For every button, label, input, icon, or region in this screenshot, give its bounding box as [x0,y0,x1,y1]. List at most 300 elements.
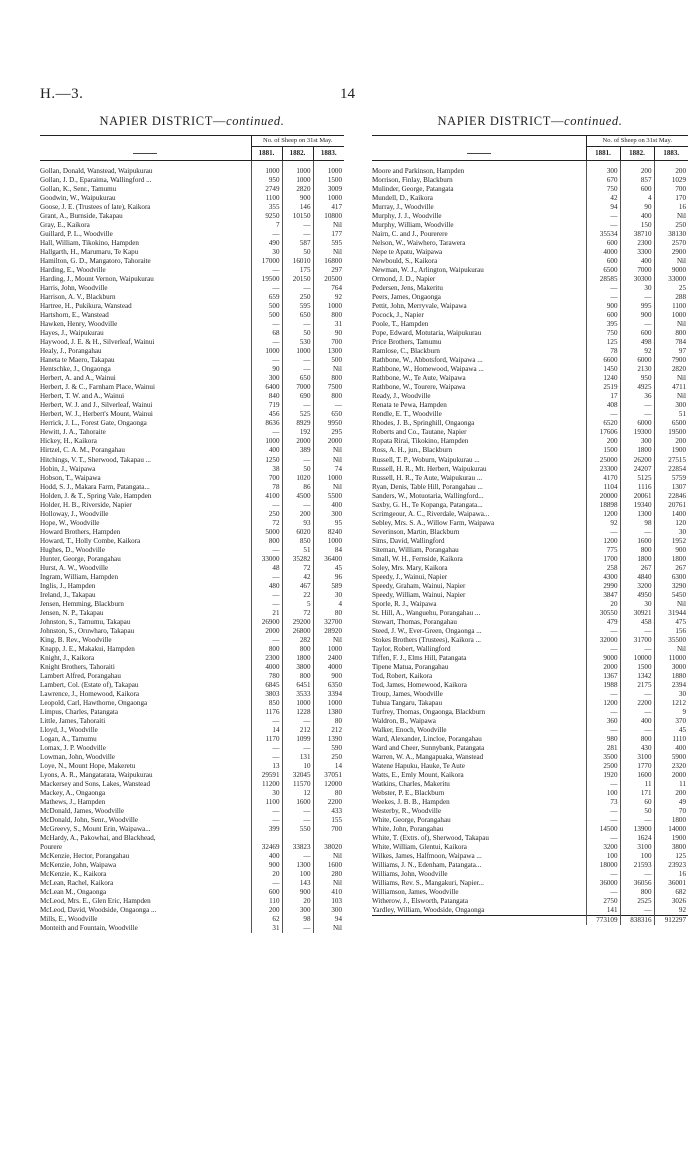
sheep-1882-cell: — [620,645,654,654]
sheep-1881-cell: 2519 [586,383,620,392]
sheep-1881-cell: — [586,870,620,879]
sheep-1883-cell: 51 [654,410,688,419]
sheep-1881-cell: 141 [586,906,620,916]
left-table-row [40,275,344,284]
sheep-1881-cell: 490 [251,239,282,248]
right-table-row [372,735,688,744]
right-table-row [372,284,688,293]
owner-name-cell: Williams, John, Woodville [372,870,448,879]
sheep-1881-cell: 800 [251,645,282,654]
sheep-1881-cell: 4000 [251,663,282,672]
sheep-1883-cell: 1300 [313,347,344,356]
sheep-1882-cell: 7000 [282,383,313,392]
owner-name-cell: Hentschke, J., Ongaonga [40,365,111,374]
sheep-1882-cell: 800 [282,645,313,654]
owner-name-cell: Little, James, Tahoraiti [40,716,106,725]
owner-name-cell: Lambert, Col. (Estate of), Takapau [40,680,139,689]
owner-name-cell: Soley, Mrs. Mary, Kaikora [372,563,448,572]
sheep-1881-cell: 6400 [251,383,282,392]
sheep-1881-cell: 900 [586,302,620,311]
sheep-1883-cell: Nil [313,446,344,455]
sheep-1883-cell: 589 [313,582,344,591]
sheep-1881-cell: 18898 [586,501,620,510]
owner-name-cell: Herbert, W. J. and J., Silverleaf, Wainui [40,401,153,410]
left-table-row [40,618,344,627]
sheep-1881-cell: 6520 [586,419,620,428]
sheep-1881-cell: — [251,573,282,582]
owner-name-cell: Hamilton, G. D., Mangatoro, Tahoraite [40,257,151,266]
sheep-1882-cell: — [620,726,654,735]
right-table-row [372,591,688,600]
sheep-1883-cell: 410 [313,888,344,897]
sheep-1882-cell: — [282,230,313,239]
sheep-1881-cell: 775 [586,546,620,555]
sheep-1883-cell: 9950 [313,419,344,428]
sheep-1882-cell: 2130 [620,365,654,374]
sheep-1882-cell: — [620,816,654,825]
left-table-row [40,176,344,185]
sheep-1881-cell: 42 [586,194,620,203]
sheep-1883-cell: 1390 [313,735,344,744]
owner-name-cell: Webster, P. E., Blackburn [372,789,445,798]
sheep-1882-cell: 20 [282,897,313,906]
sheep-1882-cell: — [620,410,654,419]
right-table-row [372,789,688,798]
sheep-1882-cell: 50 [282,465,313,474]
left-column [40,110,344,933]
owner-name-cell: Nepe te Apatu, Waipawa [372,248,443,257]
sheep-1883-cell: 595 [313,239,344,248]
left-table-row [40,870,344,879]
owner-name-cell: Severinson, Martin, Blackburn [372,527,460,536]
sheep-1883-cell: 800 [313,374,344,383]
sheep-1883-cell: 9000 [654,266,688,275]
left-table-row [40,672,344,681]
owner-name-cell: Watkins, Charles, Makeritu [372,780,450,789]
owner-name-cell: Lawrence, J., Homewood, Kaikora [40,689,140,698]
sheep-1882-cell: 3100 [620,843,654,852]
sheep-1882-cell: 900 [282,194,313,203]
sheep-1883-cell: 1029 [654,176,688,185]
right-table-row [372,825,688,834]
sheep-1881-cell: — [586,816,620,825]
right-table-row [372,870,688,879]
sheep-1881-cell: — [586,690,620,699]
sheep-1883-cell: Nil [654,600,688,609]
sheep-1883-cell: 3394 [313,690,344,699]
owner-name-cell: Inglis, J., Hampden [40,581,96,590]
sheep-1882-cell: 1800 [620,446,654,455]
sheep-1882-cell: — [282,456,313,465]
sheep-1881-cell: — [251,428,282,437]
owner-name-cell: Speedy, Graham, Wainui, Napier [372,581,466,590]
sheep-1881-cell: 38 [251,465,282,474]
right-table-row [372,410,688,419]
sheep-1882-cell: 24207 [620,465,654,474]
owner-name-cell: Hitchings, V. T., Sherwood, Takapau ... [40,455,151,464]
sheep-1883-cell: 10800 [313,212,344,221]
right-name-header [372,136,586,161]
owner-name-cell: Rathbone, W., Te Aute, Waipawa [372,374,466,383]
sheep-1882-cell: — [282,744,313,753]
sheep-1882-cell: 6451 [282,681,313,690]
sheep-1882-cell: 850 [282,537,313,546]
sheep-1883-cell: 1900 [654,446,688,455]
right-table-row [372,428,688,437]
right-table-row [372,248,688,257]
sheep-1882-cell: — [282,816,313,825]
sheep-1882-cell: 11570 [282,780,313,789]
sheep-1881-cell: 600 [251,888,282,897]
sheep-1882-cell: 13900 [620,825,654,834]
sheep-1881-cell: 17 [586,392,620,401]
sheep-1883-cell: 31944 [654,609,688,618]
sheep-1882-cell: 20150 [282,275,313,284]
right-table-row [372,356,688,365]
left-table-row [40,474,344,483]
sheep-1883-cell: 14 [313,762,344,771]
sheep-1881-cell: 100 [586,852,620,861]
owner-name-cell: Pocock, J., Napier [372,311,424,320]
sheep-1881-cell: 125 [586,338,620,347]
sheep-1881-cell: — [251,266,282,275]
owner-name-cell: Lowman, John, Woodville [40,753,115,762]
sheep-1883-cell: 5900 [654,753,688,762]
sheep-1881-cell: 750 [586,329,620,338]
owner-name-cell: Knight, J., Kaikora [40,653,95,662]
left-table-row [40,230,344,239]
sheep-1881-cell: 23300 [586,465,620,474]
owner-name-cell: Hobin, J., Waipawa [40,464,96,473]
owner-name-cell: Newbould, S., Kaikora [372,257,438,266]
sheep-1882-cell: 8929 [282,419,313,428]
sheep-1881-cell: 28585 [586,275,620,284]
sheep-1881-cell: — [251,816,282,825]
sheep-1881-cell: 36000 [586,879,620,888]
left-table-row [40,383,344,392]
sheep-1882-cell: 200 [282,510,313,519]
right-table-row [372,888,688,897]
owner-name-cell: Haneta te Maero, Takapau [40,356,115,365]
left-table-row [40,392,344,401]
owner-name-cell: McKenzie, John, Waipawa [40,861,117,870]
right-table-row [372,798,688,807]
sheep-1882-cell: — [282,924,313,933]
sheep-1883-cell: 84 [313,546,344,555]
left-year-1881: 1881. [251,147,282,161]
left-table-row [40,564,344,573]
owner-name-cell: Ready, J., Woodville [372,392,431,401]
left-table-row [40,825,344,834]
sheep-1881-cell: 17000 [251,257,282,266]
owner-name-cell: Saxby, G. H., Te Kopanga, Patangata... [372,500,483,509]
owner-name-cell: Russell, H. R., Mt. Herbert, Waipukurau [372,464,487,473]
sheep-1883-cell: 4 [313,600,344,609]
left-table-row [40,374,344,383]
sheep-1881-cell: — [586,221,620,230]
sheep-1883-cell: 590 [313,744,344,753]
sheep-1881-cell: 600 [586,239,620,248]
sheep-1882-cell: 20061 [620,492,654,501]
sheep-1883-cell: 300 [313,906,344,915]
sheep-1882-cell: — [620,401,654,410]
right-table-row [372,555,688,564]
sheep-1881-cell: 2500 [586,762,620,771]
owner-name-cell: Williams, Rev. S., Mangakuri, Napier... [372,879,484,888]
sheep-1881-cell: 480 [251,582,282,591]
sheep-1881-cell: — [251,600,282,609]
owner-name-cell: White, William, Glentui, Kaikora [372,843,467,852]
sheep-1881-cell: — [251,230,282,239]
right-table-row [372,717,688,726]
sheep-1881-cell: — [251,320,282,329]
sheep-1883-cell: 1800 [654,816,688,825]
sheep-1882-cell: 1000 [282,167,313,176]
sheep-1881-cell: — [586,645,620,654]
sheep-1882-cell: 800 [620,546,654,555]
left-sheep-header: No. of Sheep on 31st May. [251,136,344,147]
sheep-1883-cell: 27515 [654,456,688,465]
sheep-1881-cell: — [251,636,282,645]
right-table-row [372,762,688,771]
sheep-1883-cell: 35500 [654,636,688,645]
left-name-header [40,136,251,161]
sheep-1882-cell: 650 [282,374,313,383]
right-table-row [372,582,688,591]
sheep-1883-cell: 95 [313,519,344,528]
left-table-row [40,239,344,248]
sheep-1881-cell: — [586,410,620,419]
sheep-1883-cell: 25 [654,284,688,293]
sheep-1883-cell: 288 [654,293,688,302]
sheep-1883-cell: 1000 [313,645,344,654]
left-title-text: NAPIER DISTRICT— [99,114,227,128]
sheep-1883-cell: 38020 [313,843,344,852]
owner-name-cell: Jensen, Hemming, Blackburn [40,599,124,608]
right-table-row [372,230,688,239]
owner-name-cell: Peers, James, Ongaonga [372,293,441,302]
right-table-row [372,906,688,916]
sheep-1882-cell: 4500 [282,492,313,501]
sheep-1882-cell: 3300 [620,248,654,257]
sheep-1883-cell: 5450 [654,591,688,600]
sheep-1882-cell: 900 [282,888,313,897]
sheep-1883-cell: 9 [654,708,688,717]
sheep-1881-cell: 9250 [251,212,282,221]
sheep-1883-cell: 30 [654,690,688,699]
sheep-1883-cell: 300 [654,401,688,410]
sheep-1882-cell: 12 [282,789,313,798]
owner-name-cell: Witherow, J., Elsworth, Patangata [372,897,468,906]
sheep-1883-cell: 5500 [313,492,344,501]
right-table-row [372,834,688,843]
sheep-1883-cell: 3290 [654,582,688,591]
sheep-1883-cell: 1000 [313,167,344,176]
left-table-row [40,203,344,212]
owner-name-cell: Johnston, S., Tamumu, Takapau [40,617,131,626]
right-table-row [372,672,688,681]
sheep-1881-cell: 1200 [586,699,620,708]
owner-name-cell: Guillard, P. L., Woodville [40,230,113,239]
sheep-1881-cell: 750 [586,185,620,194]
sheep-1881-cell: 800 [251,537,282,546]
left-table-row [40,320,344,329]
sheep-1883-cell: 475 [654,618,688,627]
sheep-1882-cell: 19340 [620,501,654,510]
sheep-1881-cell: 250 [251,510,282,519]
left-table-row [40,347,344,356]
left-table-row [40,428,344,437]
sheep-1882-cell: 1099 [282,735,313,744]
sheep-1883-cell: 1900 [654,834,688,843]
sheep-1881-cell: — [586,726,620,735]
owner-name-cell: McLeod, Mrs. E., Glen Eric, Hampden [40,897,151,906]
right-table-row [372,347,688,356]
right-table-row [372,807,688,816]
sheep-1881-cell: 408 [586,401,620,410]
sheep-1882-cell: 92 [620,347,654,356]
sheep-1881-cell: 1700 [586,555,620,564]
sheep-1881-cell: — [251,807,282,816]
sheep-1882-cell: — [282,365,313,374]
owner-name-cell: Russell, T. P., Woburn, Waipukurau ... [372,455,480,464]
right-table-row [372,564,688,573]
sheep-1883-cell: 5759 [654,474,688,483]
sheep-1881-cell: 78 [586,347,620,356]
sheep-1881-cell: 31 [251,924,282,933]
right-table-row [372,636,688,645]
sheep-1882-cell: 1800 [620,555,654,564]
right-table-row [372,654,688,663]
sheep-1883-cell: 97 [654,347,688,356]
owner-name-cell: Herbert, J. & C., Farnham Place, Wainui [40,383,155,392]
sheep-1883-cell: 6350 [313,681,344,690]
right-table-row [372,365,688,374]
owner-name-cell: White, John, Porangahau [372,825,444,834]
owner-name-cell: Stewart, Thomas, Porangahau [372,617,457,626]
sheep-1883-cell: 267 [654,564,688,573]
right-table-row [372,501,688,510]
sheep-1882-cell: 150 [620,221,654,230]
right-sheep-header: No. of Sheep on 31st May. [586,136,688,147]
sheep-1882-cell [282,834,313,843]
sheep-1882-cell: 430 [620,744,654,753]
sheep-1883-cell: 6500 [654,419,688,428]
left-table-row [40,690,344,699]
right-table-row [372,446,688,455]
sheep-1881-cell: 360 [586,717,620,726]
sheep-1883-cell: 28920 [313,627,344,636]
owner-name-cell: Small, W. H., Fernside, Kaikora [372,554,463,563]
owner-name-cell: Howard, T., Holly Combe, Kaikora [40,536,141,545]
sheep-1882-cell: 550 [282,825,313,834]
sheep-1881-cell: 6845 [251,681,282,690]
sheep-1881-cell: — [586,807,620,816]
sheep-1883-cell: 900 [654,546,688,555]
right-title-text: NAPIER DISTRICT— [437,114,565,128]
sheep-1882-cell: 212 [282,726,313,735]
right-table-row [372,753,688,762]
left-sheep-table [40,135,344,933]
sheep-1881-cell: 48 [251,564,282,573]
sheep-1881-cell: 1170 [251,735,282,744]
sheep-1882-cell: 98 [282,915,313,924]
left-table-row [40,906,344,915]
sheep-1882-cell: 36056 [620,879,654,888]
owner-name-cell: Rendle, E. T., Woodville [372,410,442,419]
right-table-row [372,302,688,311]
sheep-1881-cell: 30 [251,789,282,798]
owner-name-cell: Gollan, Donald, Wanstead, Waipukurau [40,167,153,175]
left-table-row [40,456,344,465]
owner-name-cell: Rathbone, W., Abbotsford, Waipawa ... [372,356,483,365]
left-table-row [40,194,344,203]
owner-name-cell: Leopold, Carl, Hawthorne, Ongaonga [40,698,148,707]
right-table-row [372,374,688,383]
sheep-1881-cell: 1100 [251,194,282,203]
sheep-1883-cell: Nil [313,852,344,861]
sheep-1883-cell: 20500 [313,275,344,284]
left-table-row [40,293,344,302]
owner-name-cell: Hawken, Henry, Woodville [40,320,118,329]
sheep-1883-cell: 92 [654,906,688,916]
sheep-1882-cell: 267 [620,564,654,573]
sheep-1882-cell: 131 [282,753,313,762]
owner-name-cell: King, B. Rev., Woodville [40,635,112,644]
owner-name-cell: Monteith and Fountain, Woodville [40,924,138,933]
sheep-1883-cell: Nil [313,248,344,257]
left-table-row [40,744,344,753]
right-table-row [372,239,688,248]
sheep-1881-cell: 4170 [586,474,620,483]
sheep-1883-cell: 23923 [654,861,688,870]
sheep-1883-cell: 90 [313,329,344,338]
sheep-1883-cell: 45 [654,726,688,735]
right-table-row [372,392,688,401]
sheep-1882-cell: 93 [282,519,313,528]
sheep-1882-cell: 100 [282,870,313,879]
sheep-1882-cell: 800 [620,735,654,744]
owner-name-cell: McLeod, David, Woodside, Ongaonga ... [40,906,157,915]
right-table-row [372,879,688,888]
sheep-1881-cell: 479 [586,618,620,627]
right-table-row [372,726,688,735]
sheep-1882-cell: — [620,690,654,699]
sheep-1882-cell: 3800 [282,663,313,672]
owner-name-cell: Williams, J. N., Edenham, Patangata... [372,861,482,870]
owner-name-cell: Lambert Alfred, Porangahau [40,671,121,680]
owner-name-cell: Russell, H. R., Te Aute, Waipukurau ... [372,473,483,482]
left-table-row [40,519,344,528]
sheep-1882-cell: 4840 [620,573,654,582]
sheep-1881-cell: 100 [586,789,620,798]
left-table-row [40,807,344,816]
sheep-1881-cell: 1240 [586,374,620,383]
sheep-1882-cell: 5 [282,600,313,609]
sheep-1881-cell: — [251,546,282,555]
left-table-row [40,356,344,365]
page-section-label: H.—3. [40,86,84,102]
owner-name-cell: Steed, J. W., Ever-Green, Ongaonga ... [372,626,482,635]
sheep-1882-cell: 200 [620,167,654,176]
owner-name-cell: Goodwin, W., Waipukurau [40,194,116,203]
owner-name-cell: Gollan, J. D., Eparaima, Wallingford ... [40,176,152,185]
sheep-1881-cell: 400 [251,446,282,455]
owner-name-cell: Taylor, Robert, Wallingford [372,644,451,653]
sheep-1881-cell: 2000 [586,663,620,672]
sheep-1881-cell: 17606 [586,428,620,437]
sheep-1881-cell: 1200 [586,510,620,519]
